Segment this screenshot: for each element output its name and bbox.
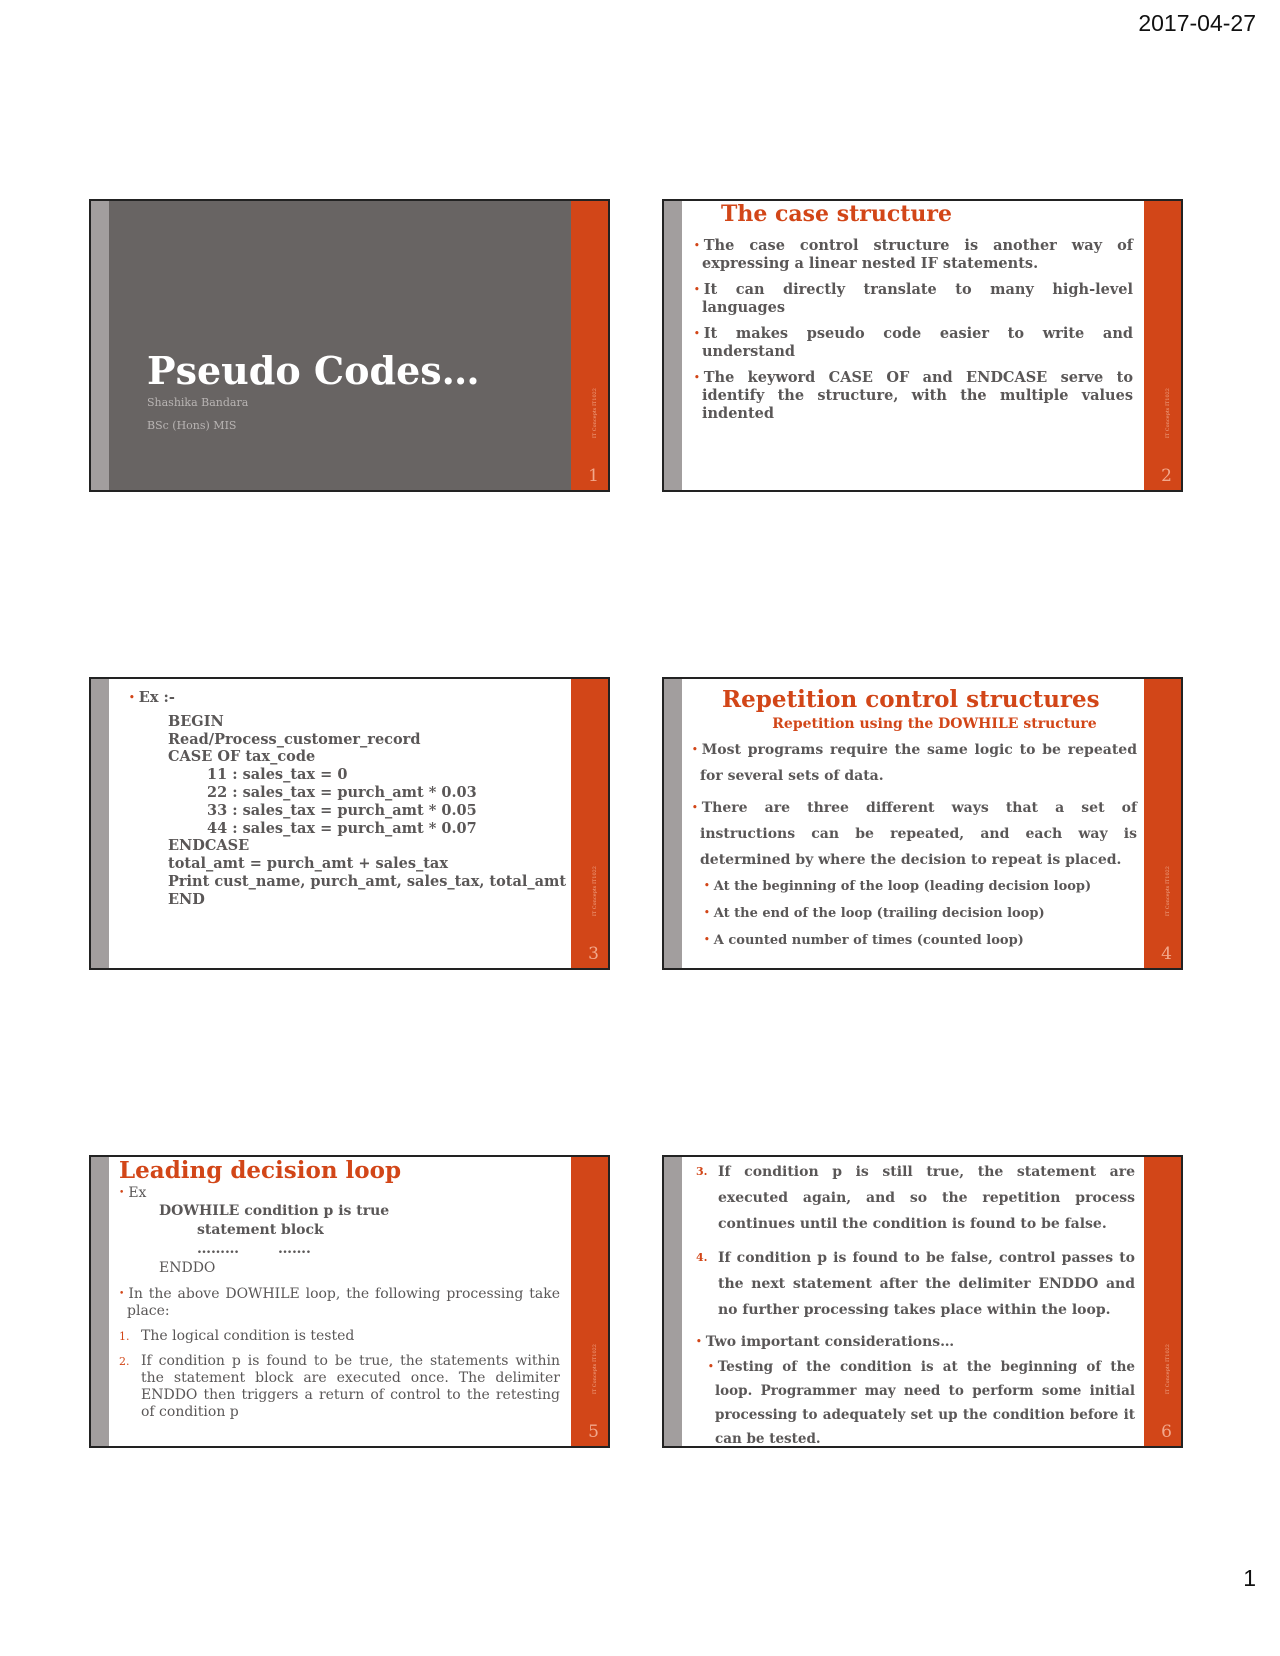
slide-left-strip: [664, 1157, 682, 1446]
slide-footer: IT Concepts IT1022: [592, 1343, 598, 1394]
bullet: • Two important considerations…: [696, 1334, 955, 1350]
bullet: • It can directly translate to many high-level languages: [694, 281, 1133, 316]
slide-footer: IT Concepts IT1022: [1165, 865, 1171, 916]
bullet: • There are three different ways that a set of instructions can be repeated, and each way is determined by where the decision to repeat is placed.: [692, 800, 1137, 868]
slide-right-strip: [571, 1157, 608, 1446]
slide-number: 2: [1161, 466, 1172, 486]
author-name: Shashika Bandara: [147, 396, 249, 409]
bullet: • Most programs require the same logic to be repeated for several sets of data.: [692, 742, 1137, 784]
author-degree: BSc (Hons) MIS: [147, 419, 237, 432]
slide-subtitle: Repetition using the DOWHILE structure: [772, 716, 1097, 732]
code-block: BEGIN Read/Process_customer_record CASE OF tax_code 11 : sales_tax = 0 22 : sales_tax = purch_amt * 0.03 33 : sales_tax = purch_amt * 0.05 44 : sales_tax = purch_amt * 0.07 ENDCASE total_amt = purch_amt + sales_tax Print cust_name, purch_amt, sales_tax, total_amt END: [168, 712, 567, 908]
slide-number: 5: [588, 1422, 599, 1442]
slide-5: [89, 1155, 610, 1448]
slide-footer: IT Concepts IT1022: [1165, 387, 1171, 438]
numbered-item: 4. If condition p is found to be false, control passes to the next statement after the delimiter ENDDO and no further processing takes place within the loop.: [696, 1250, 1135, 1318]
slide-3: [89, 677, 610, 970]
bullet: • The case control structure is another way of expressing a linear nested IF statements.: [694, 237, 1133, 272]
slide-footer: IT Concepts IT1022: [1165, 1343, 1171, 1394]
numbered-item: 3. If condition p is still true, the statement are executed again, and so the repetition process continues until the condition is found to be false.: [696, 1164, 1135, 1232]
slide-title: Leading decision loop: [119, 1157, 402, 1184]
sub-bullet: • At the end of the loop (trailing decision loop): [704, 906, 1045, 921]
slide-number: 3: [588, 944, 599, 964]
slide-6: [662, 1155, 1183, 1448]
sub-bullet: • Testing of the condition is at the beginning of the loop. Programmer may need to perform some initial processing to adequately set up the condition before it can be tested.: [708, 1359, 1135, 1447]
slide-number: 4: [1161, 944, 1172, 964]
slide-right-strip: [571, 679, 608, 968]
slide-left-strip: [91, 1157, 109, 1446]
slide-number: 1: [588, 466, 599, 486]
bullet: • Ex: [119, 1185, 147, 1201]
slide-left-strip: [91, 679, 109, 968]
bullet: • Ex :-: [129, 689, 175, 706]
bullet: • It makes pseudo code easier to write and understand: [694, 325, 1133, 360]
slide-right-strip: [1144, 1157, 1181, 1446]
slide-right-strip: [571, 201, 608, 490]
sub-bullet: • At the beginning of the loop (leading decision loop): [704, 879, 1092, 894]
slide-4: [662, 677, 1183, 970]
bullet: • The keyword CASE OF and ENDCASE serve to identify the structure, with the multiple values indented: [694, 369, 1133, 422]
slide-number: 6: [1161, 1422, 1172, 1442]
page-number: 1: [1243, 1565, 1256, 1591]
numbered-item: 2. If condition p is found to be true, the statements within the statement block are executed once. The delimiter ENDDO then triggers a return of control to the retesting of condition p: [119, 1353, 560, 1420]
slide-footer: IT Concepts IT1022: [592, 387, 598, 438]
numbered-item: 1. The logical condition is tested: [119, 1328, 355, 1344]
slide-title: Repetition control structures: [722, 686, 1100, 713]
bullet: • In the above DOWHILE loop, the following processing take place:: [119, 1286, 560, 1319]
slide-right-strip: [1144, 201, 1181, 490]
print-date: 2017-04-27: [1138, 10, 1256, 36]
code-block: DOWHILE condition p is true statement block ……… ……. ENDDO: [159, 1203, 390, 1276]
slide-right-strip: [1144, 679, 1181, 968]
sub-bullet: • A counted number of times (counted loop): [704, 933, 1024, 948]
slide-left-strip: [664, 679, 682, 968]
slide-title: The case structure: [721, 201, 952, 227]
slide-title: Pseudo Codes…: [147, 348, 480, 393]
slide-left-strip: [664, 201, 682, 490]
slide-2: [662, 199, 1183, 492]
slide-footer: IT Concepts IT1022: [592, 865, 598, 916]
slide-1: [89, 199, 610, 492]
slide-left-strip: [91, 201, 109, 490]
